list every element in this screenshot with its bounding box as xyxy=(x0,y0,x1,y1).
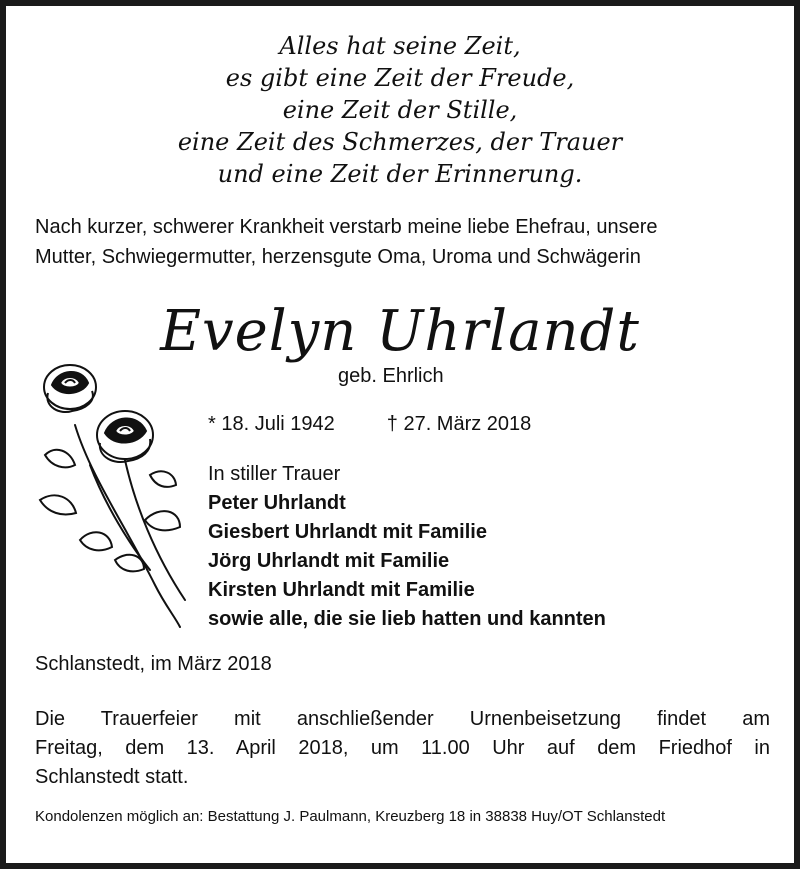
mourner-name: Giesbert Uhrlandt mit Familie xyxy=(208,521,487,543)
mourner-name: sowie alle, die sie lieb hatten und kannten xyxy=(208,608,606,630)
life-dates xyxy=(208,410,531,438)
poem-line: es gibt eine Zeit der Freude, xyxy=(225,64,575,92)
poem-line: eine Zeit der Stille, xyxy=(282,96,518,124)
mourner-name: Jörg Uhrlandt mit Familie xyxy=(208,550,450,572)
rose-lower xyxy=(97,411,153,462)
death-date: † 27. März 2018 xyxy=(386,413,532,435)
birth-date: * 18. Juli 1942 xyxy=(208,413,335,435)
rose-upper xyxy=(44,365,96,412)
place-date: Schlanstedt, im März 2018 xyxy=(35,653,272,675)
ceremony-line: Die Trauerfeier mit anschließender Urnenbeisetzung findet am xyxy=(35,708,770,730)
mourners-heading: In stiller Trauer xyxy=(208,463,341,485)
mourner-name: Peter Uhrlandt xyxy=(208,492,346,514)
poem-line: eine Zeit des Schmerzes, der Trauer xyxy=(177,128,623,156)
deceased-name: Evelyn Uhrlandt xyxy=(160,299,640,364)
roses-icon xyxy=(30,355,195,635)
intro-text xyxy=(35,212,770,272)
ceremony-notice xyxy=(35,705,770,792)
poem-line: Alles hat seine Zeit, xyxy=(279,32,521,60)
mourner-name: Kirsten Uhrlandt mit Familie xyxy=(208,579,475,601)
ceremony-line: Schlanstedt statt. xyxy=(35,766,189,788)
maiden-name: geb. Ehrlich xyxy=(338,365,444,387)
poem xyxy=(0,30,800,190)
ceremony-line: Freitag, dem 13. April 2018, um 11.00 Uhr auf dem Friedhof in xyxy=(35,737,770,759)
intro-line: Nach kurzer, schwerer Krankheit verstarb meine liebe Ehefrau, unsere xyxy=(35,216,658,238)
poem-line: und eine Zeit der Erinnerung. xyxy=(217,160,583,188)
condolence-note: Kondolenzen möglich an: Bestattung J. Paulmann, Kreuzberg 18 in 38838 Huy/OT Schlanstedt xyxy=(35,808,666,825)
mourners-list xyxy=(208,460,606,634)
intro-line: Mutter, Schwiegermutter, herzensgute Oma, Uroma und Schwägerin xyxy=(35,246,641,268)
